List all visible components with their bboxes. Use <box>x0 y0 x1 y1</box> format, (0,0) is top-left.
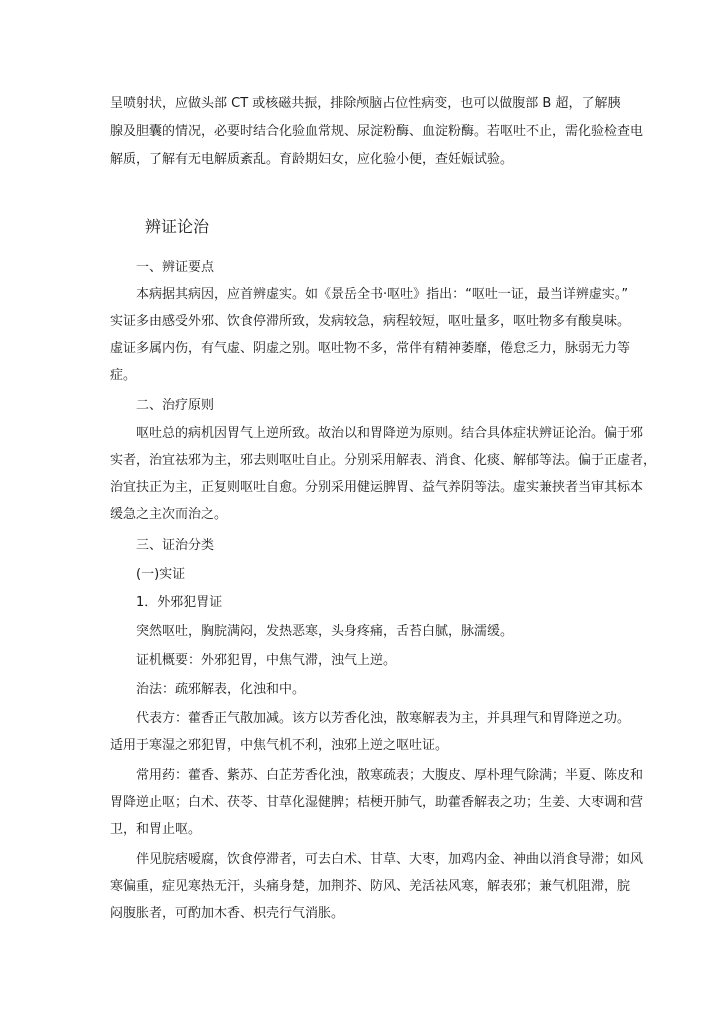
formula-line-1: 代表方：藿香正气散加减。该方以芳香化浊，散寒解表为主，并具理气和胃降逆之功。 <box>136 711 631 726</box>
sub2-line-2: 实者，治宜祛邪为主，邪去则呕吐自止。分别采用解表、消食、化痰、解郁等法。偏于正虚者， <box>110 453 657 468</box>
herbs-line-3: 卫，和胃止呕。 <box>110 822 202 837</box>
syndrome-title: 1．外邪犯胃证 <box>136 595 223 610</box>
intro-line-3: 解质，了解有无电解质紊乱。育龄期妇女，应化验小便，查妊娠试验。 <box>110 152 514 167</box>
subsection-2-title: 二、治疗原则 <box>136 398 215 413</box>
intro-line-1: 呈喷射状，应做头部 CT 或核磁共振，排除颅脑占位性病变，也可以做腹部 B 超，了解胰 <box>110 96 621 111</box>
sub2-line-1: 呕吐总的病机因胃气上逆所致。故治以和胃降逆为原则。结合具体症状辨证论治。偏于邪 <box>136 426 644 441</box>
sub1-line-2: 实证多由感受外邪、饮食停滞所致，发病较急，病程较短，呕吐量多，呕吐物多有酸臭味。 <box>110 314 631 329</box>
sub1-line-3: 虚证多属内伤，有气虚、阴虚之别。呕吐物不多，常伴有精神萎靡，倦怠乏力，脉弱无力等 <box>110 341 631 356</box>
sub1-line-1: 本病据其病因，应首辨虚实。如《景岳全书·呕吐》指出：“呕吐一证，最当详辨虚实。” <box>136 287 629 302</box>
category-title: (一)实证 <box>136 567 186 582</box>
herbs-line-2: 胃降逆止呕；白术、茯苓、甘草化湿健脾；桔梗开肺气，助藿香解表之功；生姜、大枣调和营 <box>110 795 644 810</box>
modify-line-3: 闷腹胀者，可酌加木香、枳壳行气消胀。 <box>110 906 345 921</box>
subsection-3-title: 三、证治分类 <box>136 538 215 553</box>
section-title: 辨证论治 <box>145 217 210 236</box>
intro-line-2: 腺及胆囊的情况，必要时结合化验血常规、尿淀粉酶、血淀粉酶。若呕吐不止，需化验检查电 <box>110 124 644 139</box>
mechanism-line: 证机概要：外邪犯胃，中焦气滞，浊气上逆。 <box>136 653 397 668</box>
sub1-line-4: 症。 <box>110 368 137 383</box>
sub2-line-4: 缓急之主次而治之。 <box>110 507 228 522</box>
symptoms-line: 突然呕吐，胸脘满闷，发热恶寒，头身疼痛，舌苔白腻，脉濡缓。 <box>136 624 514 639</box>
modify-line-2: 寒偏重，症见寒热无汗，头痛身楚，加荆芥、防风、羌活祛风寒，解表邪；兼气机阻滞，脘 <box>110 879 631 894</box>
modify-line-1: 伴见脘痞嗳腐，饮食停滞者，可去白术、甘草、大枣，加鸡内金、神曲以消食导滞；如风 <box>136 852 644 867</box>
sub2-line-3: 治宜扶正为主，正复则呕吐自愈。分别采用健运脾胃、益气养阴等法。虚实兼挟者当审其标本 <box>110 480 644 495</box>
subsection-1-title: 一、辨证要点 <box>136 260 215 275</box>
formula-line-2: 适用于寒湿之邪犯胃，中焦气机不利，浊邪上逆之呕吐证。 <box>110 738 449 753</box>
treatment-line: 治法：疏邪解表，化浊和中。 <box>136 682 306 697</box>
herbs-line-1: 常用药：藿香、紫苏、白芷芳香化浊，散寒疏表；大腹皮、厚朴理气除满；半夏、陈皮和 <box>136 768 644 783</box>
